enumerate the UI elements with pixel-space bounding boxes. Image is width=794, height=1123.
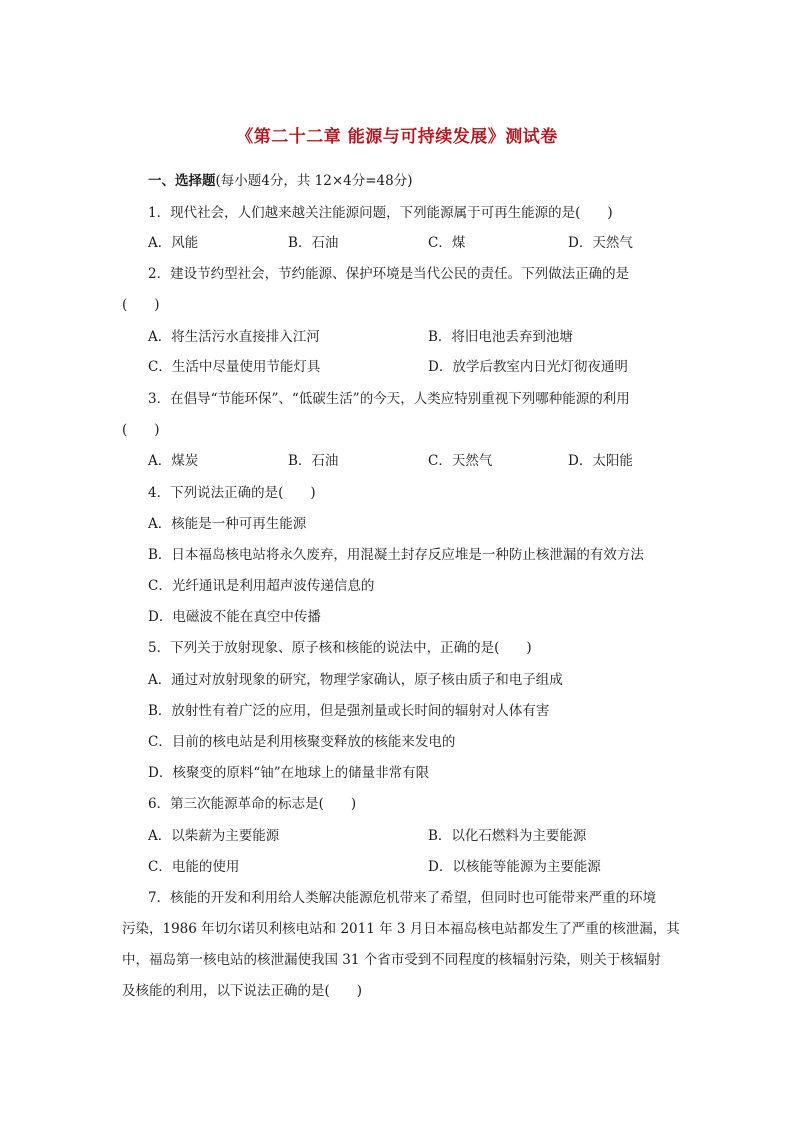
question-7-line-3: 中，福岛第一核电站的核泄漏使我国 31 个省市受到不同程度的核辐射污染，则关于核辐射 xyxy=(122,952,661,968)
question-3-stem-cont: ( ) xyxy=(122,422,160,438)
question-5-option-d: D．核聚变的原料“铀”在地球上的储量非常有限 xyxy=(148,765,430,781)
question-2-option-b: B．将旧电池丢弃到池塘 xyxy=(428,329,573,345)
question-1-option-a: A．风能 xyxy=(148,235,199,251)
question-7-line-2: 污染，1986 年切尔诺贝利核电站和 2011 年 3 月日本福岛核电站都发生了严重的核泄漏，其 xyxy=(122,921,680,937)
question-5-option-c: C．目前的核电站是利用核聚变释放的核能来发电的 xyxy=(148,734,456,750)
question-3-option-c: C．天然气 xyxy=(428,453,493,469)
question-5-stem: 5．下列关于放射现象、原子核和核能的说法中，正确的是( ) xyxy=(148,640,532,656)
question-2-option-a: A．将生活污水直接排入江河 xyxy=(148,329,320,345)
question-4-stem: 4．下列说法正确的是( ) xyxy=(148,485,316,501)
question-2-stem-cont: ( ) xyxy=(122,297,160,313)
question-1-option-c: C．煤 xyxy=(428,235,466,251)
section-label: 一、选择题 xyxy=(148,173,216,189)
question-4-option-a: A．核能是一种可再生能源 xyxy=(148,516,307,532)
question-6-option-c: C．电能的使用 xyxy=(148,859,240,875)
question-7-line-1: 7．核能的开发和利用给人类解决能源危机带来了希望，但同时也可能带来严重的环境 xyxy=(148,890,657,906)
question-2-stem: 2．建设节约型社会，节约能源、保护环境是当代公民的责任。下列做法正确的是 xyxy=(148,266,630,282)
question-4-option-d: D．电磁波不能在真空中传播 xyxy=(148,609,321,625)
question-4-option-b: B．日本福岛核电站将永久废弃，用混凝土封存反应堆是一种防止核泄漏的有效方法 xyxy=(148,547,644,563)
section-note: (每小题4分，共 12×4分=48分) xyxy=(215,173,413,189)
question-1-option-d: D．天然气 xyxy=(568,235,633,251)
question-2-option-d: D．放学后教室内日光灯彻夜通明 xyxy=(428,359,628,375)
question-1-stem: 1．现代社会，人们越来越关注能源问题，下列能源属于可再生能源的是( ) xyxy=(148,205,613,221)
question-6-option-b: B．以化石燃料为主要能源 xyxy=(428,828,587,844)
page-title: 《第二十二章 能源与可持续发展》测试卷 xyxy=(236,127,558,147)
question-6-stem: 6．第三次能源革命的标志是( ) xyxy=(148,796,357,812)
question-5-option-b: B．放射性有着广泛的应用，但是强剂量或长时间的辐射对人体有害 xyxy=(148,703,550,719)
question-4-option-c: C．光纤通讯是利用超声波传递信息的 xyxy=(148,578,375,594)
question-3-stem: 3．在倡导“节能环保”、“低碳生活”的今天，人类应特别重视下列哪种能源的利用 xyxy=(148,391,630,407)
question-7-line-4: 及核能的利用，以下说法正确的是( ) xyxy=(122,983,363,999)
question-3-option-a: A．煤炭 xyxy=(148,453,199,469)
question-1-option-b: B．石油 xyxy=(288,235,339,251)
section-heading xyxy=(148,172,412,190)
question-6-option-d: D．以核能等能源为主要能源 xyxy=(428,859,601,875)
question-6-option-a: A．以柴薪为主要能源 xyxy=(148,828,280,844)
question-5-option-a: A．通过对放射现象的研究，物理学家确认，原子核由质子和电子组成 xyxy=(148,672,563,688)
question-3-option-b: B．石油 xyxy=(288,453,339,469)
question-2-option-c: C．生活中尽量使用节能灯具 xyxy=(148,359,321,375)
question-3-option-d: D．太阳能 xyxy=(568,453,633,469)
